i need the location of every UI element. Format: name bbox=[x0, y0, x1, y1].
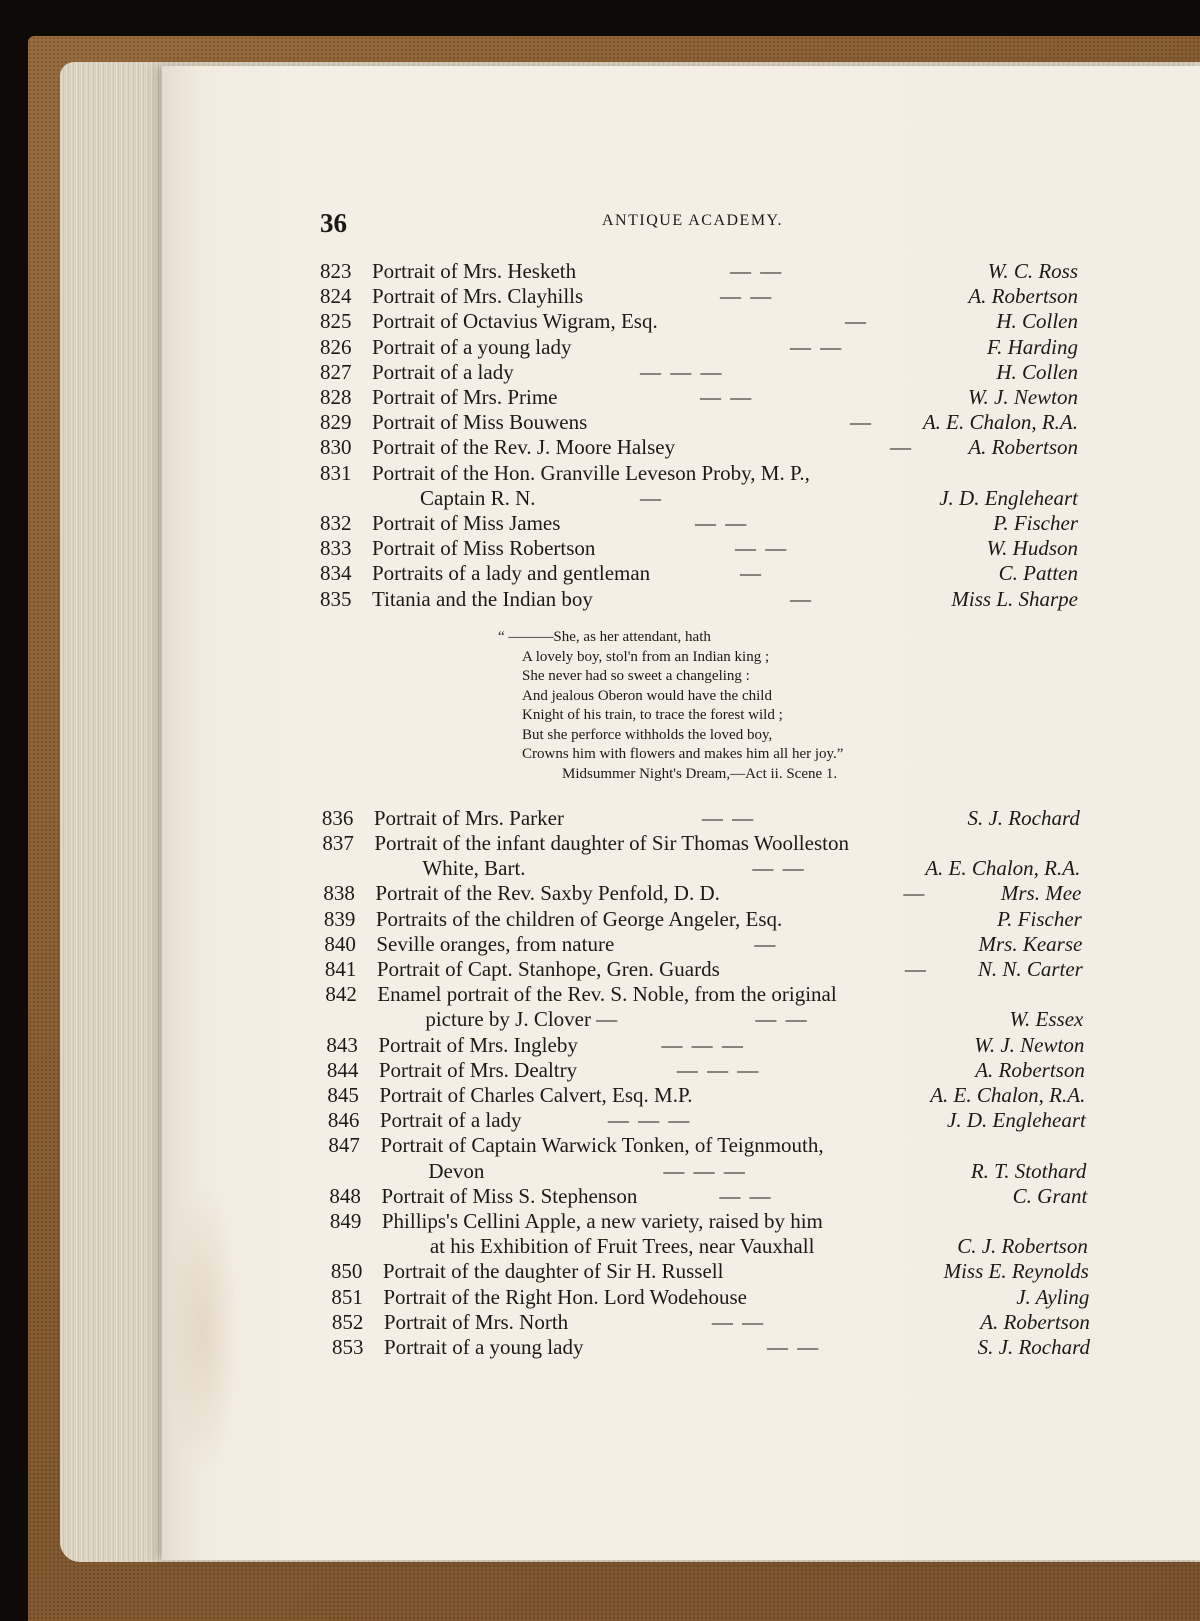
entry-title: Portrait of a young lady bbox=[384, 1335, 584, 1360]
entry-title: Portrait of the infant daughter of Sir Thomas Woolleston bbox=[374, 831, 849, 856]
entry-number: 845 bbox=[327, 1083, 359, 1108]
entry-continuation-row bbox=[322, 855, 1080, 881]
entry-dashes: — bbox=[845, 309, 868, 334]
entry-number: 836 bbox=[321, 805, 354, 830]
entry-artist: J. D. Engleheart bbox=[947, 1108, 1086, 1133]
quote-line: But she perforce withholds the loved boy, bbox=[522, 726, 773, 743]
entry-row bbox=[320, 586, 1078, 612]
entry-number: 840 bbox=[324, 931, 356, 956]
entry-number: 841 bbox=[324, 957, 357, 982]
entry-title: Portrait of Mrs. Dealtry bbox=[378, 1057, 578, 1082]
entry-artist: A. E. Chalon, R.A. bbox=[925, 856, 1081, 881]
entry-dashes: — — — bbox=[663, 1158, 747, 1183]
entry-row bbox=[325, 956, 1083, 982]
entry-continuation-row bbox=[325, 1006, 1083, 1032]
entry-dashes: — — — bbox=[607, 1108, 692, 1133]
entry-title: Portrait of Mrs. Ingleby bbox=[378, 1032, 578, 1057]
entry-dashes: — — bbox=[790, 334, 844, 359]
entry-title: Titania and the Indian boy bbox=[372, 586, 593, 611]
quote-line: She never had so sweet a changeling : bbox=[522, 668, 750, 684]
entry-artist: W. J. Newton bbox=[974, 1032, 1085, 1057]
entry-number: 849 bbox=[329, 1209, 362, 1234]
entry-dashes: — bbox=[640, 485, 663, 510]
entry-row bbox=[320, 460, 1078, 486]
entry-dashes: — bbox=[890, 435, 913, 460]
entry-dashes: — — bbox=[767, 1335, 821, 1360]
entry-title: Seville oranges, from nature bbox=[376, 931, 615, 956]
quote-line: Knight of his train, to trace the forest wild ; bbox=[522, 707, 783, 723]
entry-artist: Miss L. Sharpe bbox=[951, 586, 1078, 611]
entry-row bbox=[320, 510, 1078, 536]
entry-artist: W. Hudson bbox=[986, 536, 1078, 561]
entry-row bbox=[328, 1107, 1086, 1133]
entry-number: 831 bbox=[320, 460, 352, 485]
entry-artist: A. E. Chalon, R.A. bbox=[922, 410, 1078, 435]
entry-row bbox=[330, 1208, 1088, 1234]
entry-number: 842 bbox=[325, 982, 357, 1007]
entry-artist: H. Collen bbox=[996, 309, 1078, 334]
entry-dashes: — bbox=[903, 881, 927, 906]
entry-row bbox=[326, 1032, 1084, 1058]
entry-row bbox=[324, 931, 1082, 957]
quote-line: And jealous Oberon would have the child bbox=[522, 687, 772, 704]
entry-dashes: — — bbox=[700, 385, 754, 409]
page-number: 36 bbox=[320, 208, 347, 238]
entry-artist: A. E. Chalon, R.A. bbox=[930, 1083, 1086, 1108]
quote-line: Crowns him with flowers and makes him all her joy.” bbox=[522, 746, 844, 762]
entry-row bbox=[320, 409, 1078, 435]
entry-number: 844 bbox=[326, 1057, 359, 1082]
entry-number: 827 bbox=[320, 359, 352, 384]
entry-artist: S. J. Rochard bbox=[967, 805, 1080, 830]
entry-title: Portrait of Mrs. Parker bbox=[373, 805, 564, 830]
entry-artist: W. C. Ross bbox=[987, 259, 1078, 283]
entry-row bbox=[331, 1258, 1089, 1284]
entry-title: Portrait of a lady bbox=[372, 359, 514, 384]
entry-number: 835 bbox=[320, 586, 352, 611]
entry-row bbox=[320, 258, 1078, 284]
entry-artist: R. T. Stothard bbox=[970, 1158, 1087, 1183]
entry-title: Portrait of Miss Bouwens bbox=[372, 410, 588, 435]
entry-number: 850 bbox=[330, 1259, 363, 1284]
entry-artist: A. Robertson bbox=[975, 1057, 1085, 1082]
entry-row bbox=[332, 1309, 1090, 1335]
quote-line: “ ———She, as her attendant, hath bbox=[498, 629, 711, 645]
entry-row bbox=[325, 981, 1083, 1007]
entry-dashes: — — bbox=[719, 1183, 773, 1208]
quote-line: A lovely boy, stol'n from an Indian king ; bbox=[522, 648, 770, 665]
entry-artist: J. D. Engleheart bbox=[939, 485, 1078, 510]
entry-number: 826 bbox=[320, 334, 352, 359]
entry-row bbox=[323, 880, 1081, 906]
entry-dashes: — bbox=[754, 931, 778, 956]
entry-title: Portrait of a young lady bbox=[372, 334, 572, 359]
entry-number: 839 bbox=[323, 906, 356, 931]
entry-number: 843 bbox=[326, 1032, 358, 1057]
entry-continuation: White, Bart. bbox=[422, 856, 526, 881]
entry-dashes: — — bbox=[701, 805, 756, 830]
entry-number: 853 bbox=[332, 1335, 364, 1360]
entry-dashes: — bbox=[790, 586, 813, 611]
quote-source: Midsummer Night's Dream,—Act ii. Scene 1. bbox=[562, 765, 838, 782]
entry-title: Portrait of a lady bbox=[379, 1108, 522, 1133]
entry-title: Portrait of Mrs. Hesketh bbox=[372, 259, 577, 283]
entry-continuation-row bbox=[320, 485, 1078, 511]
shakespeare-quote bbox=[498, 628, 843, 784]
entry-artist: F. Harding bbox=[986, 334, 1078, 359]
entry-title: Portrait of the Right Hon. Lord Wodehouse bbox=[383, 1284, 747, 1309]
entry-number: 846 bbox=[327, 1108, 360, 1133]
entry-title: Portraits of the children of George Angeler, Esq. bbox=[375, 906, 783, 931]
entry-continuation: Captain R. N. bbox=[420, 485, 536, 510]
entry-title: Portrait of the daughter of Sir H. Russell bbox=[382, 1259, 724, 1284]
entry-number: 848 bbox=[329, 1183, 361, 1208]
entry-row bbox=[320, 359, 1078, 385]
entry-continuation: picture by J. Clover — bbox=[425, 1007, 618, 1032]
running-head: ANTIQUE ACADEMY. bbox=[602, 212, 784, 229]
entry-dashes: — — bbox=[711, 1309, 766, 1334]
entry-number: 832 bbox=[320, 511, 352, 535]
entry-artist: A. Robertson bbox=[968, 435, 1078, 460]
entry-row bbox=[320, 308, 1078, 334]
entry-dashes: — bbox=[904, 957, 928, 982]
entry-row bbox=[320, 560, 1078, 586]
entry-dashes: — — — bbox=[676, 1057, 761, 1082]
entry-dashes: — — bbox=[720, 284, 774, 309]
entry-artist: N. N. Carter bbox=[977, 957, 1083, 982]
entry-title: Portrait of Capt. Stanhope, Gren. Guards bbox=[376, 957, 720, 982]
entry-row bbox=[320, 334, 1078, 360]
entry-dashes: — — — bbox=[640, 359, 724, 384]
entry-title: Portrait of Captain Warwick Tonken, of Teignmouth, bbox=[380, 1133, 824, 1158]
entry-row bbox=[320, 434, 1078, 460]
entry-title: Phillips's Cellini Apple, a new variety, raised by him bbox=[381, 1209, 823, 1234]
entry-artist: Miss E. Reynolds bbox=[943, 1259, 1089, 1284]
entry-artist: C. Grant bbox=[1012, 1183, 1088, 1208]
entry-title: Portrait of Octavius Wigram, Esq. bbox=[372, 309, 658, 334]
entry-row bbox=[332, 1334, 1090, 1360]
entry-dashes: — bbox=[740, 561, 763, 586]
entry-continuation-row bbox=[330, 1233, 1088, 1259]
entry-artist: S. J. Rochard bbox=[977, 1335, 1090, 1360]
entry-number: 828 bbox=[320, 385, 352, 409]
entry-number: 824 bbox=[320, 284, 352, 309]
entry-dashes: — bbox=[850, 410, 873, 435]
entry-number: 838 bbox=[323, 881, 355, 906]
entry-number: 829 bbox=[320, 410, 352, 435]
entry-title: Portrait of the Rev. Saxby Penfold, D. D. bbox=[375, 881, 720, 906]
entry-number: 852 bbox=[331, 1309, 364, 1334]
entry-title: Portrait of Miss Robertson bbox=[372, 536, 596, 561]
entry-title: Portrait of Miss James bbox=[372, 511, 561, 535]
entry-continuation: at his Exhibition of Fruit Trees, near Vauxhall bbox=[429, 1234, 815, 1259]
entry-dashes: — — bbox=[752, 856, 806, 881]
entry-row bbox=[327, 1057, 1085, 1083]
entry-artist: A. Robertson bbox=[968, 284, 1078, 309]
entry-number: 847 bbox=[328, 1133, 360, 1158]
entry-title: Enamel portrait of the Rev. S. Noble, from the original bbox=[377, 982, 837, 1007]
entry-number: 825 bbox=[320, 309, 352, 334]
page-stain bbox=[168, 1180, 238, 1480]
entry-title: Portrait of Mrs. North bbox=[383, 1309, 569, 1334]
entry-title: Portrait of Charles Calvert, Esq. M.P. bbox=[379, 1083, 693, 1108]
entry-dashes: — — bbox=[730, 259, 784, 283]
entry-row bbox=[327, 1082, 1085, 1108]
entry-artist: Mrs. Kearse bbox=[978, 931, 1083, 956]
entry-row bbox=[320, 283, 1078, 309]
entry-continuation-row bbox=[328, 1158, 1086, 1184]
entry-title: Portraits of a lady and gentleman bbox=[372, 561, 651, 586]
entry-row bbox=[331, 1284, 1089, 1310]
entry-row bbox=[329, 1183, 1087, 1209]
entry-number: 837 bbox=[322, 831, 354, 856]
entry-artist: P. Fischer bbox=[993, 511, 1078, 535]
entry-row bbox=[328, 1132, 1086, 1158]
entry-continuation: Devon bbox=[428, 1158, 485, 1183]
entry-row bbox=[320, 535, 1078, 561]
entry-title: Portrait of the Rev. J. Moore Halsey bbox=[372, 435, 676, 460]
entry-title: Portrait of the Hon. Granville Leveson Proby, M. P., bbox=[372, 460, 810, 485]
entry-artist: A. Robertson bbox=[980, 1309, 1090, 1334]
entry-artist: P. Fischer bbox=[997, 906, 1082, 931]
entry-row bbox=[320, 384, 1078, 410]
entry-number: 834 bbox=[320, 561, 352, 586]
entry-dashes: — — — bbox=[661, 1032, 745, 1057]
entry-artist: W. J. Newton bbox=[967, 385, 1078, 409]
entry-artist: W. Essex bbox=[1009, 1007, 1084, 1032]
entry-row bbox=[322, 805, 1080, 831]
entry-dashes: — — bbox=[755, 1007, 809, 1032]
entry-artist: C. Patten bbox=[998, 561, 1078, 586]
entry-row bbox=[324, 906, 1082, 932]
entry-artist: J. Ayling bbox=[1016, 1284, 1090, 1309]
entry-title: Portrait of Miss S. Stephenson bbox=[381, 1183, 638, 1208]
entry-dashes: — — bbox=[695, 511, 749, 535]
entry-artist: H. Collen bbox=[996, 359, 1078, 384]
entry-title: Portrait of Mrs. Clayhills bbox=[372, 284, 584, 309]
entry-number: 830 bbox=[320, 435, 352, 460]
entry-number: 823 bbox=[320, 259, 352, 283]
entry-dashes: — — bbox=[735, 536, 789, 561]
entry-number: 833 bbox=[320, 536, 352, 561]
entry-row bbox=[322, 830, 1080, 856]
entry-artist: Mrs. Mee bbox=[1000, 881, 1082, 906]
entry-number: 851 bbox=[331, 1284, 363, 1309]
entry-artist: C. J. Robertson bbox=[957, 1234, 1088, 1259]
entry-title: Portrait of Mrs. Prime bbox=[372, 385, 558, 409]
